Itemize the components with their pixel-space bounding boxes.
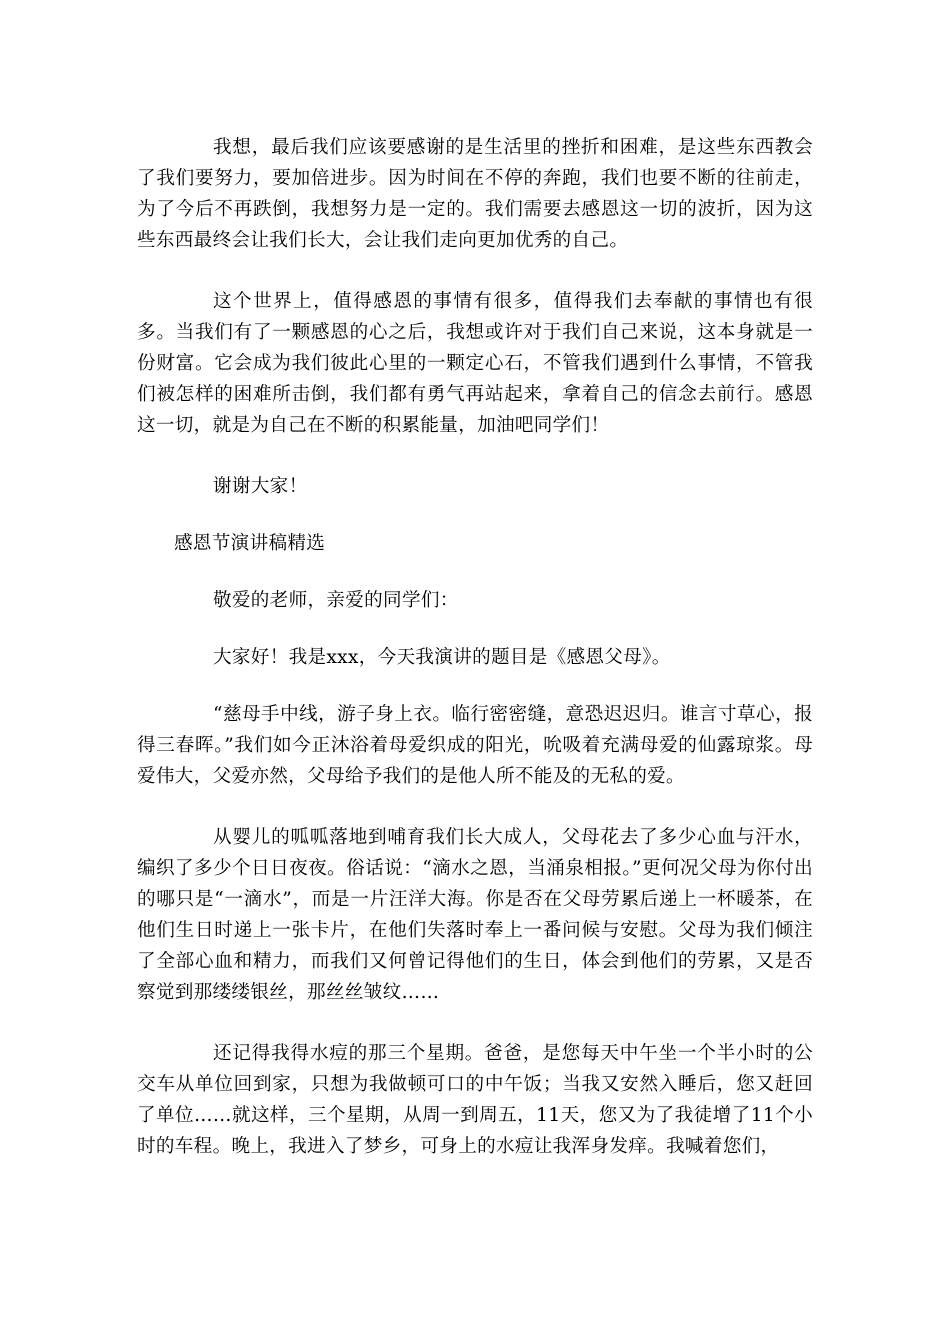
- paragraph-poem: “慈母手中线，游子身上衣。临行密密缝，意恐迟迟归。谁言寸草心，报得三春晖。”我们如今正沐浴着母爱织成的阳光，吮吸着充满母爱的仙露琼浆。母爱伟大，父爱亦然，父母给予我们的是他人所不能及的无私的爱。: [137, 704, 813, 787]
- paragraph-chickenpox: 还记得我得水痘的那三个星期。爸爸，是您每天中午坐一个半小时的公交车从单位回到家，只想为我做顿可口的中午饭；当我又安然入睡后，您又赶回了单位……就这样，三个星期，从周一到周五，11天，您又为了我徒增了11个小时的车程。晚上，我进入了梦乡，可身上的水痘让我浑身发痒。我喊着您们，: [137, 1043, 813, 1157]
- paragraph-salutation: 敬爱的老师，亲爱的同学们：: [213, 590, 459, 611]
- paragraph-gratitude-world: 这个世界上，值得感恩的事情有很多，值得我们去奉献的事情也有很多。当我们有了一颗感恩的心之后，我想或许对于我们自己来说，这本身就是一份财富。它会成为我们彼此心里的一颗定心石，不管我们遇到什么事情，不管我们被怎样的困难所击倒，我们都有勇气再站起来，拿着自己的信念去前行。感恩这一切，就是为自己在不断的积累能量，加油吧同学们！: [137, 291, 813, 436]
- section-heading: 感恩节演讲稿精选: [174, 533, 326, 554]
- paragraph-parents-care: 从婴儿的呱呱落地到哺育我们长大成人，父母花去了多少心血与汗水，编织了多少个日日夜夜。俗话说：“滴水之恩，当涌泉相报。”更何况父母为你付出的哪只是“一滴水”，而是一片汪洋大海。你是否在父母劳累后递上一杯暖茶，在他们生日时递上一张卡片，在他们失落时奉上一番问候与安慰。父母为我们倾注了全部心血和精力，而我们又何曾记得他们的生日，体会到他们的劳累，又是否察觉到那缕缕银丝，那丝丝皱纹……: [137, 827, 813, 1003]
- document-body: [137, 132, 813, 1192]
- paragraph-thanks: 谢谢大家！: [213, 476, 308, 497]
- paragraph-gratitude-hardship: 我想，最后我们应该要感谢的是生活里的挫折和困难，是这些东西教会了我们要努力，要加倍进步。因为时间在不停的奔跑，我们也要不断的往前走，为了今后不再跌倒，我想努力是一定的。我们需要去感恩这一切的波折，因为这些东西最终会让我们长大，会让我们走向更加优秀的自己。: [137, 137, 813, 251]
- paragraph-greeting: 大家好！我是xxx，今天我演讲的题目是《感恩父母》。: [213, 647, 671, 668]
